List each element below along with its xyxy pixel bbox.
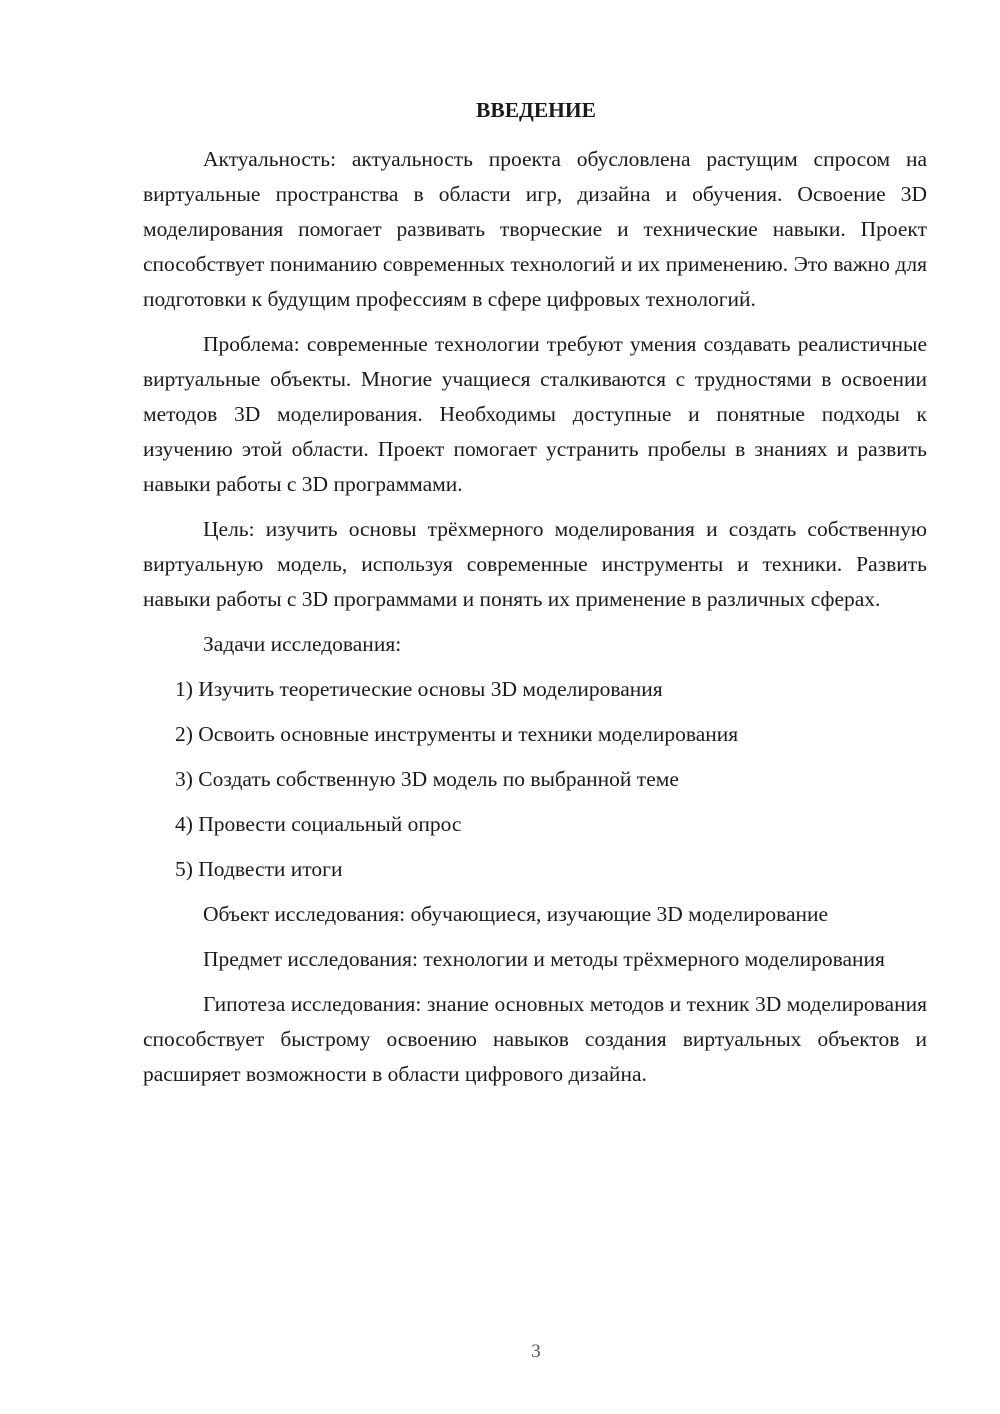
- list-item: 5) Подвести итоги: [175, 857, 343, 881]
- page-title: ВВЕДЕНИЕ: [476, 98, 596, 122]
- relevance-paragraph: Актуальность: актуальность проекта обусловлена растущим спросом на виртуальные пространства в области игр, дизайна и обучения. Освоение 3D моделирования помогает развивать творческие и технические навыки. Проект способствует пониманию современных технологий и их применению. Это важно для подготовки к будущим профессиям в сфере цифровых технологий.: [143, 147, 927, 311]
- subject-paragraph: Предмет исследования: технологии и методы трёхмерного моделирования: [203, 947, 885, 971]
- tasks-heading: Задачи исследования:: [203, 632, 402, 656]
- list-item: 4) Провести социальный опрос: [175, 812, 462, 836]
- document-body: [143, 142, 927, 1102]
- goal-paragraph: Цель: изучить основы трёхмерного моделирования и создать собственную виртуальную модель, используя современные инструменты и техники. Развить навыки работы с 3D программами и понять их применение в различных сферах.: [143, 517, 927, 611]
- tasks-list: [143, 672, 927, 887]
- list-item: 3) Создать собственную 3D модель по выбранной теме: [175, 767, 679, 791]
- hypothesis-paragraph: Гипотеза исследования: знание основных методов и техник 3D моделирования способствует быстрому освоению навыков создания виртуальных объектов и расширяет возможности в области цифрового дизайна.: [143, 992, 927, 1086]
- problem-paragraph: Проблема: современные технологии требуют умения создавать реалистичные виртуальные объекты. Многие учащиеся сталкиваются с трудностями в освоении методов 3D моделирования. Необходимы доступные и понятные подходы к изучению этой области. Проект помогает устранить пробелы в знаниях и развить навыки работы с 3D программами.: [143, 332, 927, 496]
- list-item: 1) Изучить теоретические основы 3D моделирования: [175, 677, 663, 701]
- object-paragraph: Объект исследования: обучающиеся, изучающие 3D моделирование: [203, 902, 829, 926]
- list-item: 2) Освоить основные инструменты и техники моделирования: [175, 722, 739, 746]
- page-number: 3: [531, 1341, 541, 1362]
